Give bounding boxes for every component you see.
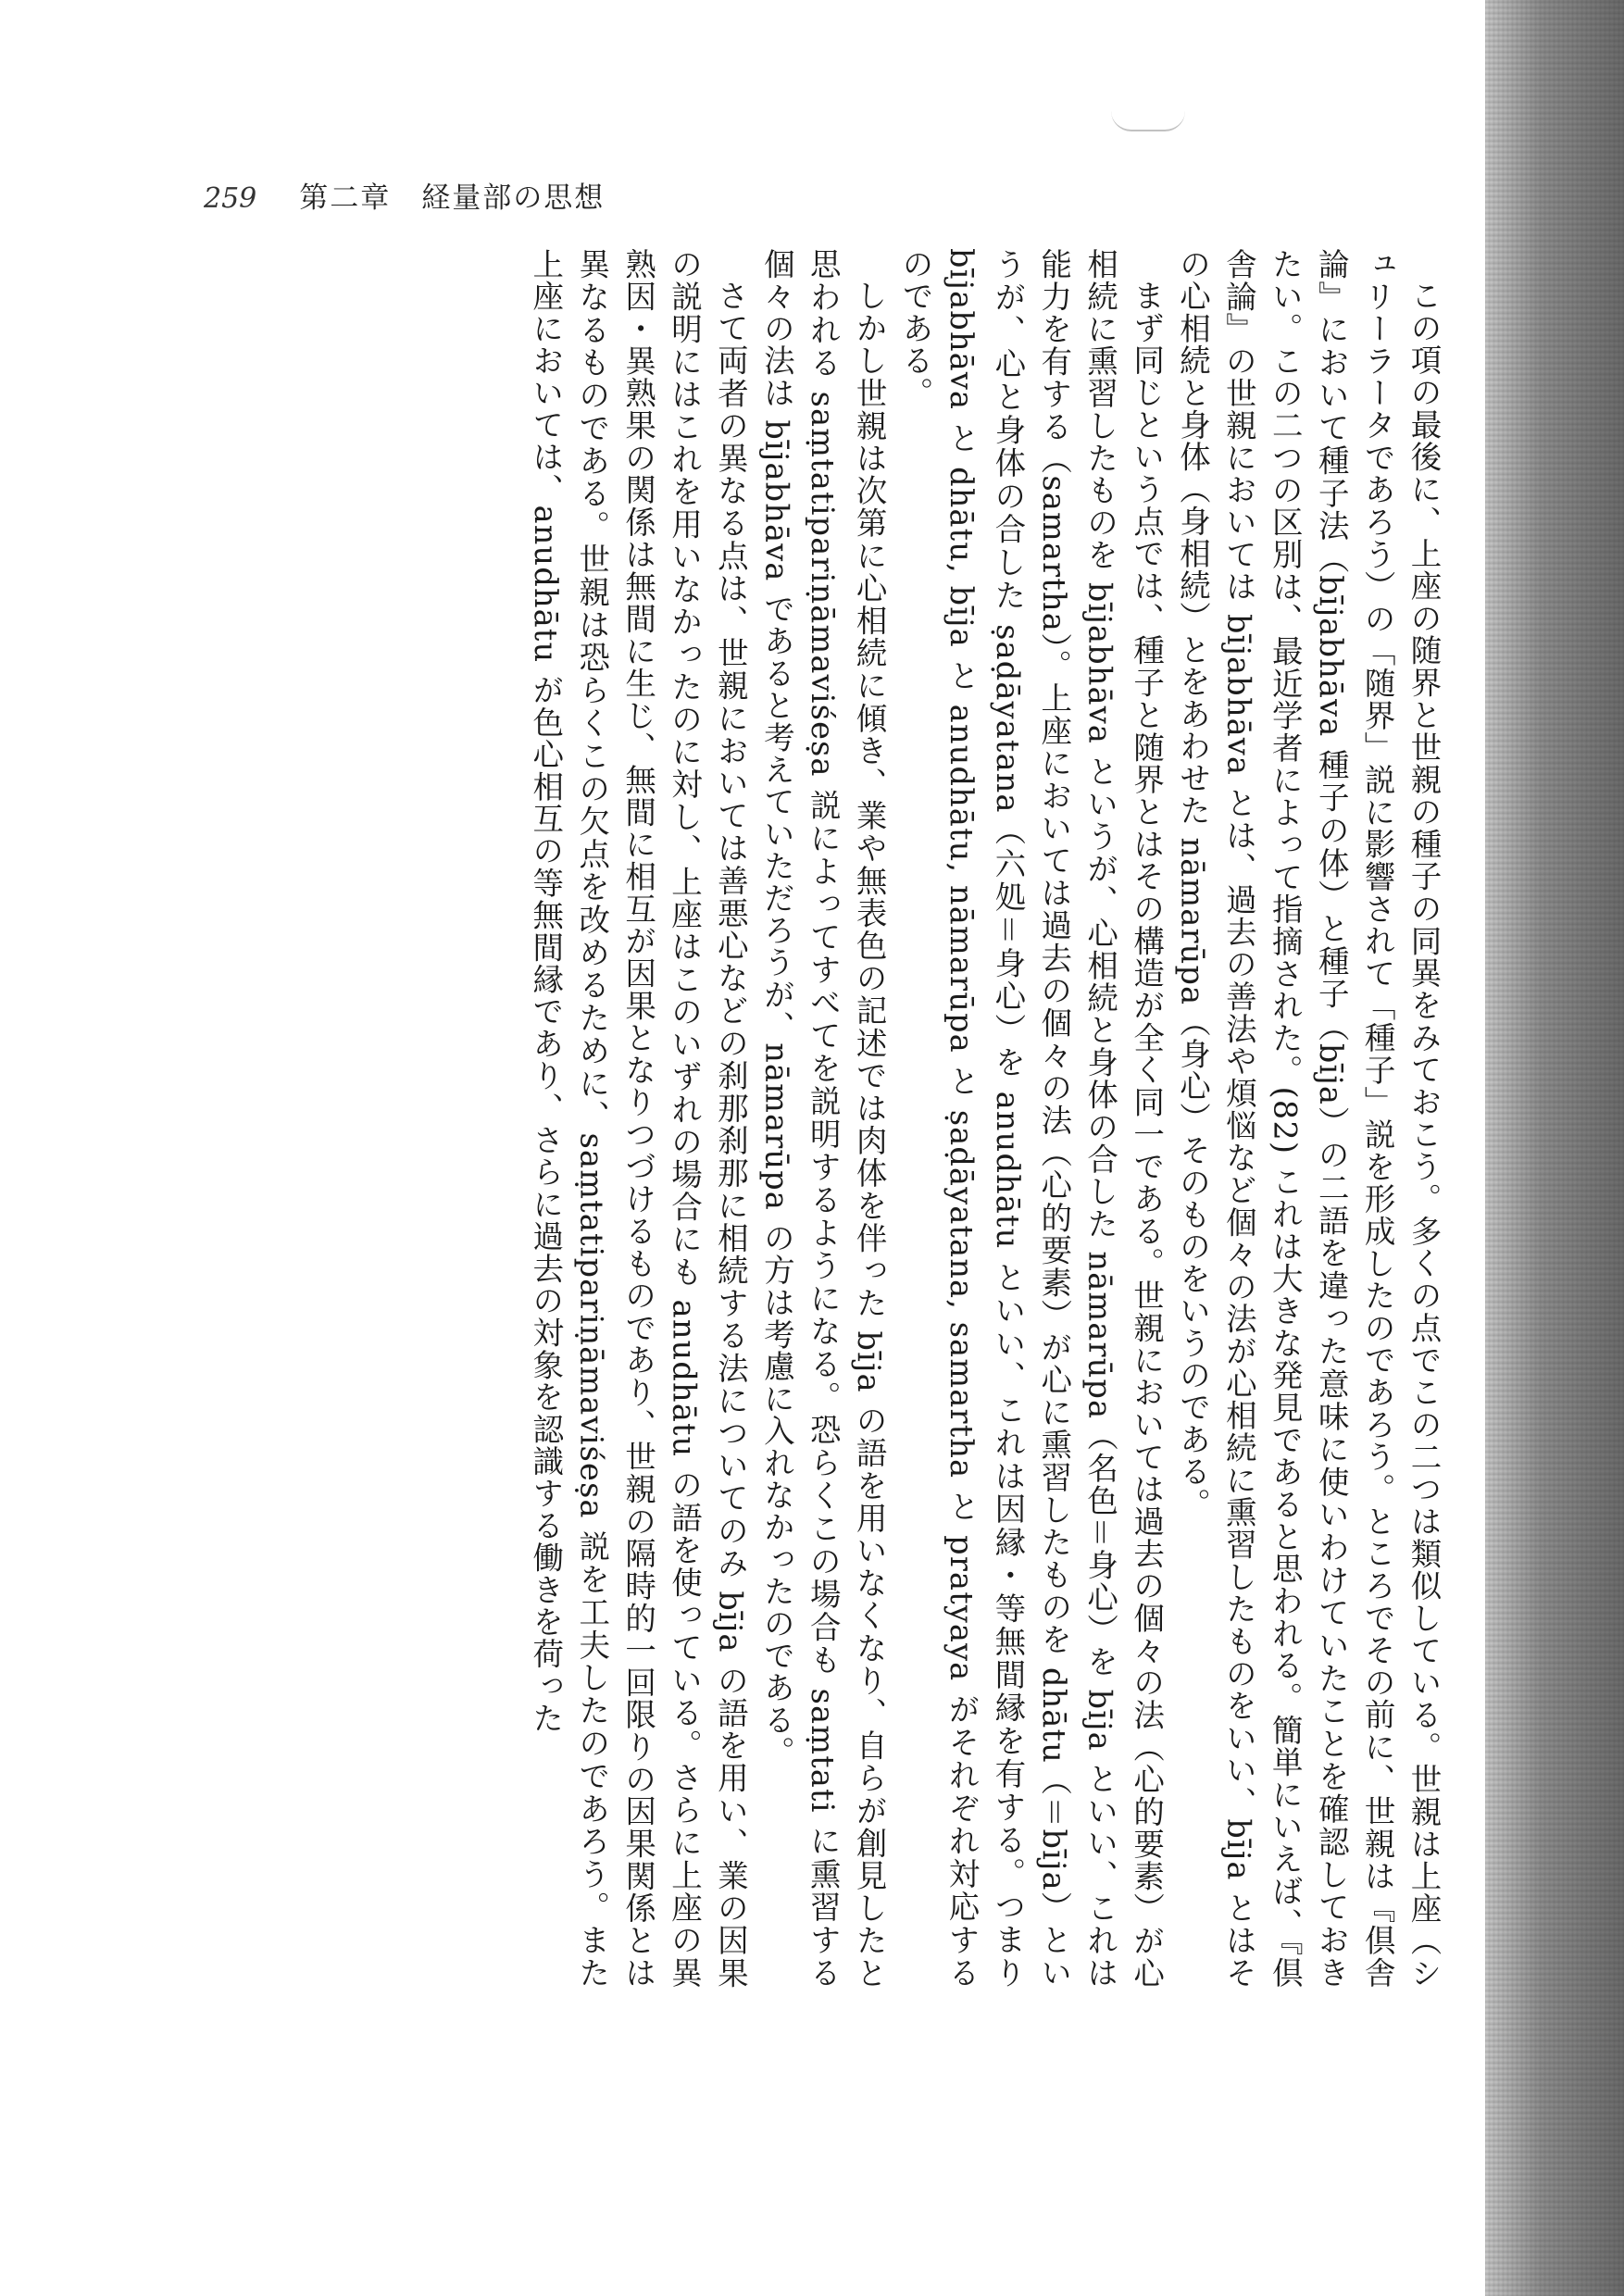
page-header: [204, 174, 605, 220]
paragraph-2: まず同じという点では、種子と随界とはその構造が全く同一である。世親においては過去の個々の法（心的要素）が心相続に熏習したものを bījabhāva というが、心相続と身体の合した nāmarūpa（名色＝身心）を bīja といい、これは能力を有する（samartha）。上座においては過去の個々の法（心的要素）が心に熏習したものを dhātu（＝bīja）というが、心と身体の合した ṣaḍāyatana（六処＝身心）を anudhātu といい、これは因縁・等無間縁を有する。つまり bījabhāva と dhātu, bīja と anudhātu, nāmarūpa と ṣaḍāyatana, samartha と pratyaya がそれぞれ対応するのである。: [897, 248, 1165, 1989]
body-text: [196, 248, 1446, 1989]
scanned-page-edge: [1485, 0, 1624, 2296]
paragraph-4: さて両者の異なる点は、世親においては善悪心などの刹那刹那に相続する法についてのみ bīja の語を用い、業の因果の説明にはこれを用いなかったのに対し、上座はこのいずれの場合にも anudhātu の語を使っている。さらに上座の異熟因・異熟果の関係は無間に生じ、無間に相互が因果となりつづけるものであり、世親の隔時的一回限りの因果関係とは異なるものである。世親は恐らくこの欠点を改めるために、saṃtatipariṇāmaviśeṣa 説を工夫したのであろう。また上座においては、anudhātu が色心相互の等無間縁であり、さらに過去の対象を認識する働きを荷った: [527, 248, 749, 1989]
page-number: 259: [204, 182, 257, 215]
pencil-mark: [1111, 111, 1185, 131]
chapter-title: 第二章 経量部の思想: [299, 181, 606, 215]
paragraph-1: この項の最後に、上座の随界と世親の種子の同異をみておこう。多くの点でこの二つは類似している。世親は上座（シュリーラータであろう）の「随界」説に影響されて「種子」説を形成したのであろう。ところでその前に、世親は『倶舎論』において種子法（bījabhāva 種子の体）と種子（bīja）の二語を違った意味に使いわけていたことを確認しておきたい。この二つの区別は、最近学者によって指摘された。(82) これは大きな発見であると思われる。簡単にいえば、『倶舎論』の世親においては bījabhāva とは、過去の善法や煩悩など個々の法が心相続に熏習したものをいい、bīja とはその心相続と身体（身相続）とをあわせた nāmarūpa（身心）そのものをいうのである。: [1174, 248, 1442, 1989]
paragraph-3: しかし世親は次第に心相続に傾き、業や無表色の記述では肉体を伴った bīja の語を用いなくなり、自らが創見したと思われる saṃtatipariṇāmaviśeṣa 説によってすべてを説明するようになる。恐らくこの場合も saṃtati に熏習する個々の法は bījabhāva であると考えていただろうが、nāmarūpa の方は考慮に入れなかったのである。: [758, 248, 888, 1989]
